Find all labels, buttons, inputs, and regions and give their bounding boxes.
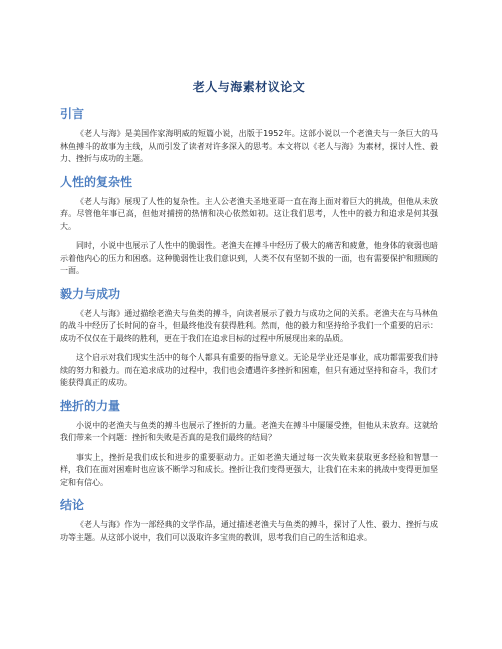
paragraph: 《老人与海》是美国作家海明威的短篇小说，出版于1952年。这部小说以一个老渔夫与一条巨大的马林鱼搏斗的故事为主线，从而引发了读者对许多深入的思考。本文将以《老人与海》为素材，探讨人性、毅力、挫折与成功的主题。 — [60, 129, 438, 163]
section-perseverance — [60, 285, 438, 390]
paragraph: 《老人与海》作为一部经典的文学作品，通过描述老渔夫与鱼类的搏斗，探讨了人性、毅力、挫折与成功等主题。从这部小说中，我们可以汲取许多宝贵的教训，思考我们自己的生活和追求。 — [60, 520, 438, 542]
section-setbacks — [60, 397, 438, 490]
section-heading: 引言 — [60, 107, 85, 121]
section-heading: 人性的复杂性 — [60, 174, 133, 189]
document-title: 老人与海素材议论文 — [192, 80, 306, 94]
section-conclusion — [60, 496, 438, 544]
section-heading: 结论 — [60, 498, 85, 512]
section-intro — [60, 105, 438, 166]
section-heading: 毅力与成功 — [60, 286, 121, 301]
paragraph: 《老人与海》通过描绘老渔夫与鱼类的搏斗，向读者展示了毅力与成功之间的关系。老渔夫在与马林鱼的战斗中经历了长时间的奋斗，但最终他没有获得胜利。然而，他的毅力和坚持给予我们一个重要的启示：成功不仅仅在于最终的胜利，更在于我们在追求目标的过程中所展现出来的品质。 — [60, 308, 438, 343]
paragraph: 这个启示对我们现实生活中的每个人都具有重要的指导意义。无论是学业还是事业，成功都需要我们持续的努力和毅力。而在追求成功的过程中，我们也会遭遇许多挫折和困难，但只有通过坚持和奋斗，我们才能获得真正的成功。 — [60, 353, 438, 387]
section-human-nature — [60, 173, 438, 278]
paragraph: 《老人与海》展现了人性的复杂性。主人公老渔夫圣地亚哥一直在海上面对着巨大的挑战，但他从未放弃。尽管他年事已高，但他对捕捞的热情和决心依然如初。这让我们思考，人性中的毅力和追求是何其强大。 — [60, 196, 438, 231]
paragraph: 同时，小说中也展示了人性中的脆弱性。老渔夫在搏斗中经历了极大的痛苦和疲惫，他身体的衰弱也暗示着他内心的压力和困惑。这种脆弱性让我们意识到，人类不仅有坚韧不拔的一面，也有需要保护和照顾的一面。 — [60, 241, 438, 275]
section-heading: 挫折的力量 — [60, 398, 121, 413]
paragraph: 小说中的老渔夫与鱼类的搏斗也展示了挫折的力量。老渔夫在搏斗中屡屡受挫，但他从未放弃。这就给我们带来一个问题：挫折和失败是否真的是我们最终的结局？ — [60, 420, 438, 442]
paragraph: 事实上，挫折是我们成长和进步的重要驱动力。正如老渔夫通过每一次失败来获取更多经验和智慧一样，我们在面对困难时也应该不断学习和成长。挫折让我们变得更强大，让我们在未来的挑战中变得更加坚定和有信心。 — [60, 452, 438, 487]
